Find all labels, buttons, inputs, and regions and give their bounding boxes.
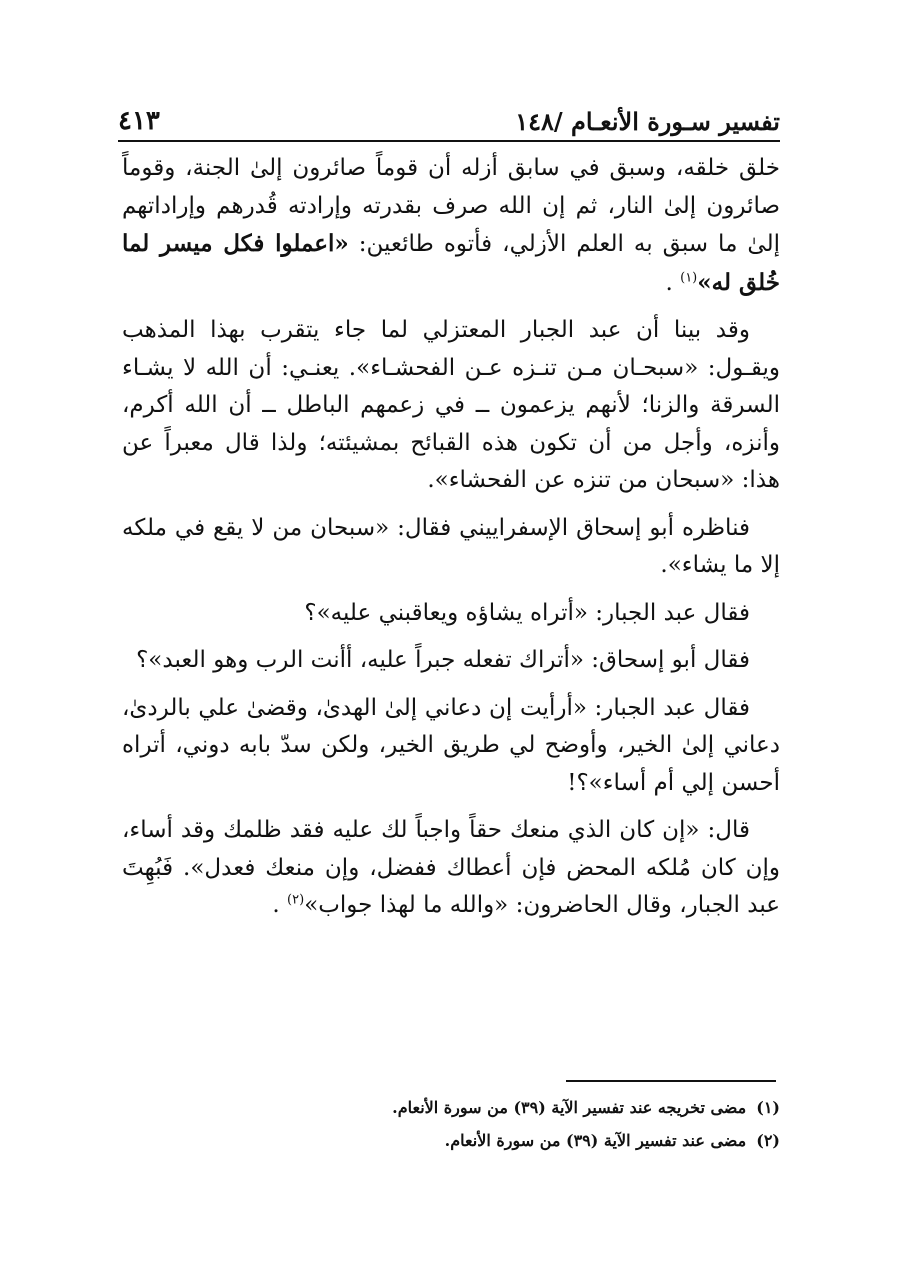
paragraph-text: فقال عبد الجبار: «أتراه يشاؤه ويعاقبني عليه»؟ bbox=[304, 599, 750, 626]
paragraph-text: فقال عبد الجبار: «أرأيت إن دعاني إلىٰ الهدىٰ، وقضىٰ علي بالردىٰ، دعاني إلىٰ الخير، وأوضح لي طريق الخير، ولكن سدّ بابه دوني، أتراه أحسن إلي أم أساء»؟! bbox=[122, 694, 780, 796]
footnote-ref: (١) bbox=[680, 269, 698, 285]
running-header bbox=[118, 96, 780, 136]
paragraph bbox=[122, 812, 780, 925]
footnote-ref: (٢) bbox=[287, 892, 305, 908]
paragraph bbox=[122, 312, 780, 500]
paragraph-end: . bbox=[665, 269, 673, 296]
running-title: تفسير سـورة الأنعـام /١٤٨ bbox=[515, 107, 780, 136]
paragraph-text: فناظره أبو إسحاق الإسفراييني فقال: «سبحان من لا يقع في ملكه إلا ما يشاء». bbox=[122, 514, 780, 578]
footnote-number: (١) bbox=[756, 1098, 780, 1117]
footnote-text: مضى عند تفسير الآية (٣٩) من سورة الأنعام. bbox=[444, 1131, 747, 1150]
main-text bbox=[122, 150, 780, 935]
header-divider bbox=[118, 140, 780, 142]
paragraph-text: خلق خلقه، وسبق في سابق أزله أن قوماً صائرون إلىٰ الجنة، وقوماً صائرون إلىٰ النار، ثم إن الله صرف بقدرته وإرادته قُدرهم وإراداتهم إلىٰ ما سبق به العلم الأزلي، فأتوه طائعين: bbox=[122, 155, 780, 257]
paragraph bbox=[122, 150, 780, 302]
paragraph bbox=[122, 595, 780, 633]
paragraph-text: وقد بينا أن عبد الجبار المعتزلي لما جاء يتقرب بهذا المذهب ويقـول: «سبحـان مـن تنـزه عـن الفحشـاء». يعنـي: أن الله لا يشـاء السرقة والزنا؛ لأنهم يزعمون ــ في زعمهم الباطل ــ أن الله أكرم، وأنزه، وأجل من أن تكون هذه القبائح بمشيئته؛ ولذا قال معبراً عن هذا: «سبحان من تنزه عن الفحشاء». bbox=[122, 317, 780, 493]
paragraph bbox=[122, 510, 780, 585]
paragraph bbox=[122, 642, 780, 680]
paragraph-end: . bbox=[272, 892, 280, 918]
paragraph bbox=[122, 690, 780, 803]
footnote-number: (٢) bbox=[756, 1131, 780, 1150]
quoted-hadith: «اعملوا فكل ميسر لما خُلق له» bbox=[122, 230, 780, 296]
paragraph-text: فقال أبو إسحاق: «أتراك تفعله جبراً عليه، أأنت الرب وهو العبد»؟ bbox=[136, 647, 750, 673]
paragraph-text: قال: «إن كان الذي منعك حقاً واجباً لك عليه فقد ظلمك وقد أساء، وإن كان مُلكه المحض فإن أعطاك ففضل، وإن منعك فعدل». فَبُهِتَ عبد الجبار، وقال الحاضرون: «والله ما لهذا جواب» bbox=[122, 817, 780, 918]
footnote-divider bbox=[566, 1080, 776, 1082]
page-number: ٤١٣ bbox=[118, 106, 160, 136]
footnote bbox=[300, 1091, 780, 1124]
footnote-text: مضى تخريجه عند تفسير الآية (٣٩) من سورة الأنعام. bbox=[392, 1098, 747, 1117]
footnotes bbox=[300, 1091, 780, 1157]
footnote bbox=[300, 1124, 780, 1157]
